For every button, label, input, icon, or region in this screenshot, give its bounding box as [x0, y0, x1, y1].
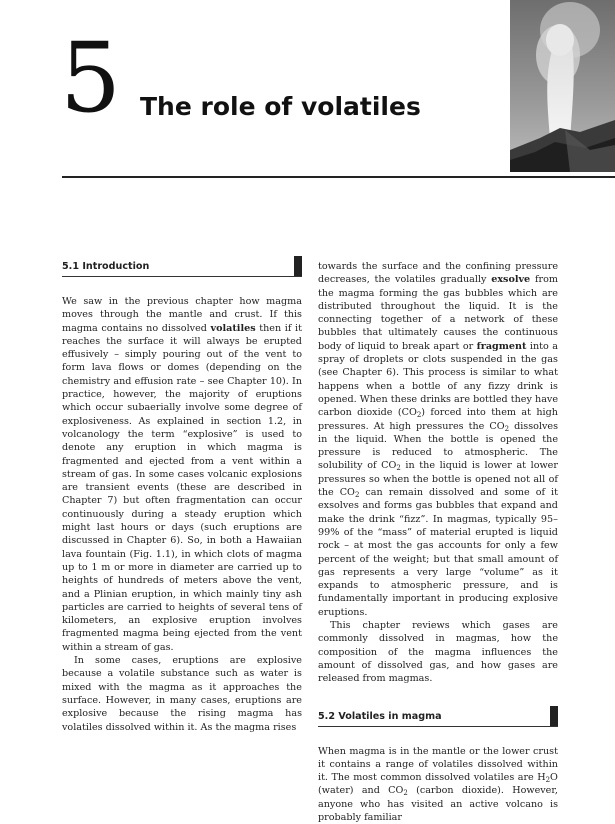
- left-column: [62, 260, 302, 734]
- chapter-title: The role of volatiles: [140, 92, 421, 121]
- chapter-header-rule: [62, 176, 615, 178]
- section-heading-text: 5.1 Introduction: [62, 261, 149, 272]
- paragraph: We saw in the previous chapter how magma moves through the mantle and crust. If this magma contains no dissolved volatiles then if it reaches the surface it will always be erupted effusively – simply pouring out of the vent to form lava flows or domes (depending on the chemistry and effusion rate – see Chapter 10). In practice, however, the majority of eruptions which occur subaerially involve some degree of explosiveness. As explained in section 1.2, in volcanology the term “explosive” is used to denote any eruption in which magma is fragmented and ejected from a vent within a stream of gas. In some cases volcanic explosions are transient events (these are described in Chapter 7) but often fragmentation can occur continuously during a steady eruption which might last hours or days (such eruptions are discussed in Chapter 6). So, in both a Hawaiian lava fountain (Fig. 1.1), in which clots of magma up to 1 m or more in diameter are carried up to heights of hundreds of meters above the vent, and a Plinian eruption, in which mainly tiny ash particles are carried to heights of several tens of kilometers, an explosive eruption involves fragmented magma being ejected from the vent within a stream of gas.: [62, 295, 302, 654]
- section-marker: [294, 256, 302, 276]
- section-heading-5-2: [318, 710, 558, 727]
- volcano-eruption-image: [510, 0, 615, 172]
- keyword-exsolve: exsolve: [491, 274, 530, 285]
- keyword-fragment: fragment: [477, 341, 527, 352]
- paragraph: When magma is in the mantle or the lower crust it contains a range of volatiles dissolved within it. The most common dissolved volatiles are $H_2O$ (water) and $CO_2$ (carbon dioxide). However, anyone who has visited an active volcano is probably familiar: [318, 745, 558, 824]
- section-marker: [550, 706, 558, 726]
- volcano-eruption-illustration: [510, 0, 615, 172]
- section-heading-5-1: [62, 260, 302, 277]
- section-heading-text: 5.2 Volatiles in magma: [318, 711, 442, 722]
- paragraph: In some cases, eruptions are explosive because a volatile substance such as water is mixed with the magma as it approaches the surface. However, in many cases, eruptions are explosive because the rising magma has volatiles dissolved within it. As the magma rises: [62, 654, 302, 734]
- keyword-volatiles: volatiles: [211, 323, 256, 334]
- paragraph: This chapter reviews which gases are commonly dissolved in magmas, how the composition of the magma influences the amount of dissolved gas, and how gases are released from magmas.: [318, 619, 558, 685]
- chapter-number: 5: [60, 30, 119, 126]
- right-column: [318, 260, 558, 750]
- paragraph: towards the surface and the confining pressure decreases, the volatiles gradually exsolve from the magma forming the gas bubbles which are distributed throughout the liquid. It is the connecting together of a network of these bubbles that ultimately causes the continuous body of liquid to break apart or fragment into a spray of droplets or clots suspended in the gas (see Chapter 6). This process is similar to what happens when a bottle of any fizzy drink is opened. When these drinks are bottled they have carbon dioxide $(CO_2)$ forced into them at high pressures. At high pressures the $CO_2$ dissolves in the liquid. When the bottle is opened the pressure is reduced to atmospheric. The solubility of $CO_2$ in the liquid is lower at lower pressures so when the bottle is opened not all of the $CO_2$ can remain dissolved and some of it exsolves and forms gas bubbles that expand and make the drink “fizz”. In magmas, typically 95–99% of the “mass” of material erupted is liquid rock – at most the gas accounts for only a few percent of the weight; but that small amount of gas represents a very large “volume” as it expands to atmospheric pressure, and is fundamentally important in producing explosive eruptions.: [318, 260, 558, 619]
